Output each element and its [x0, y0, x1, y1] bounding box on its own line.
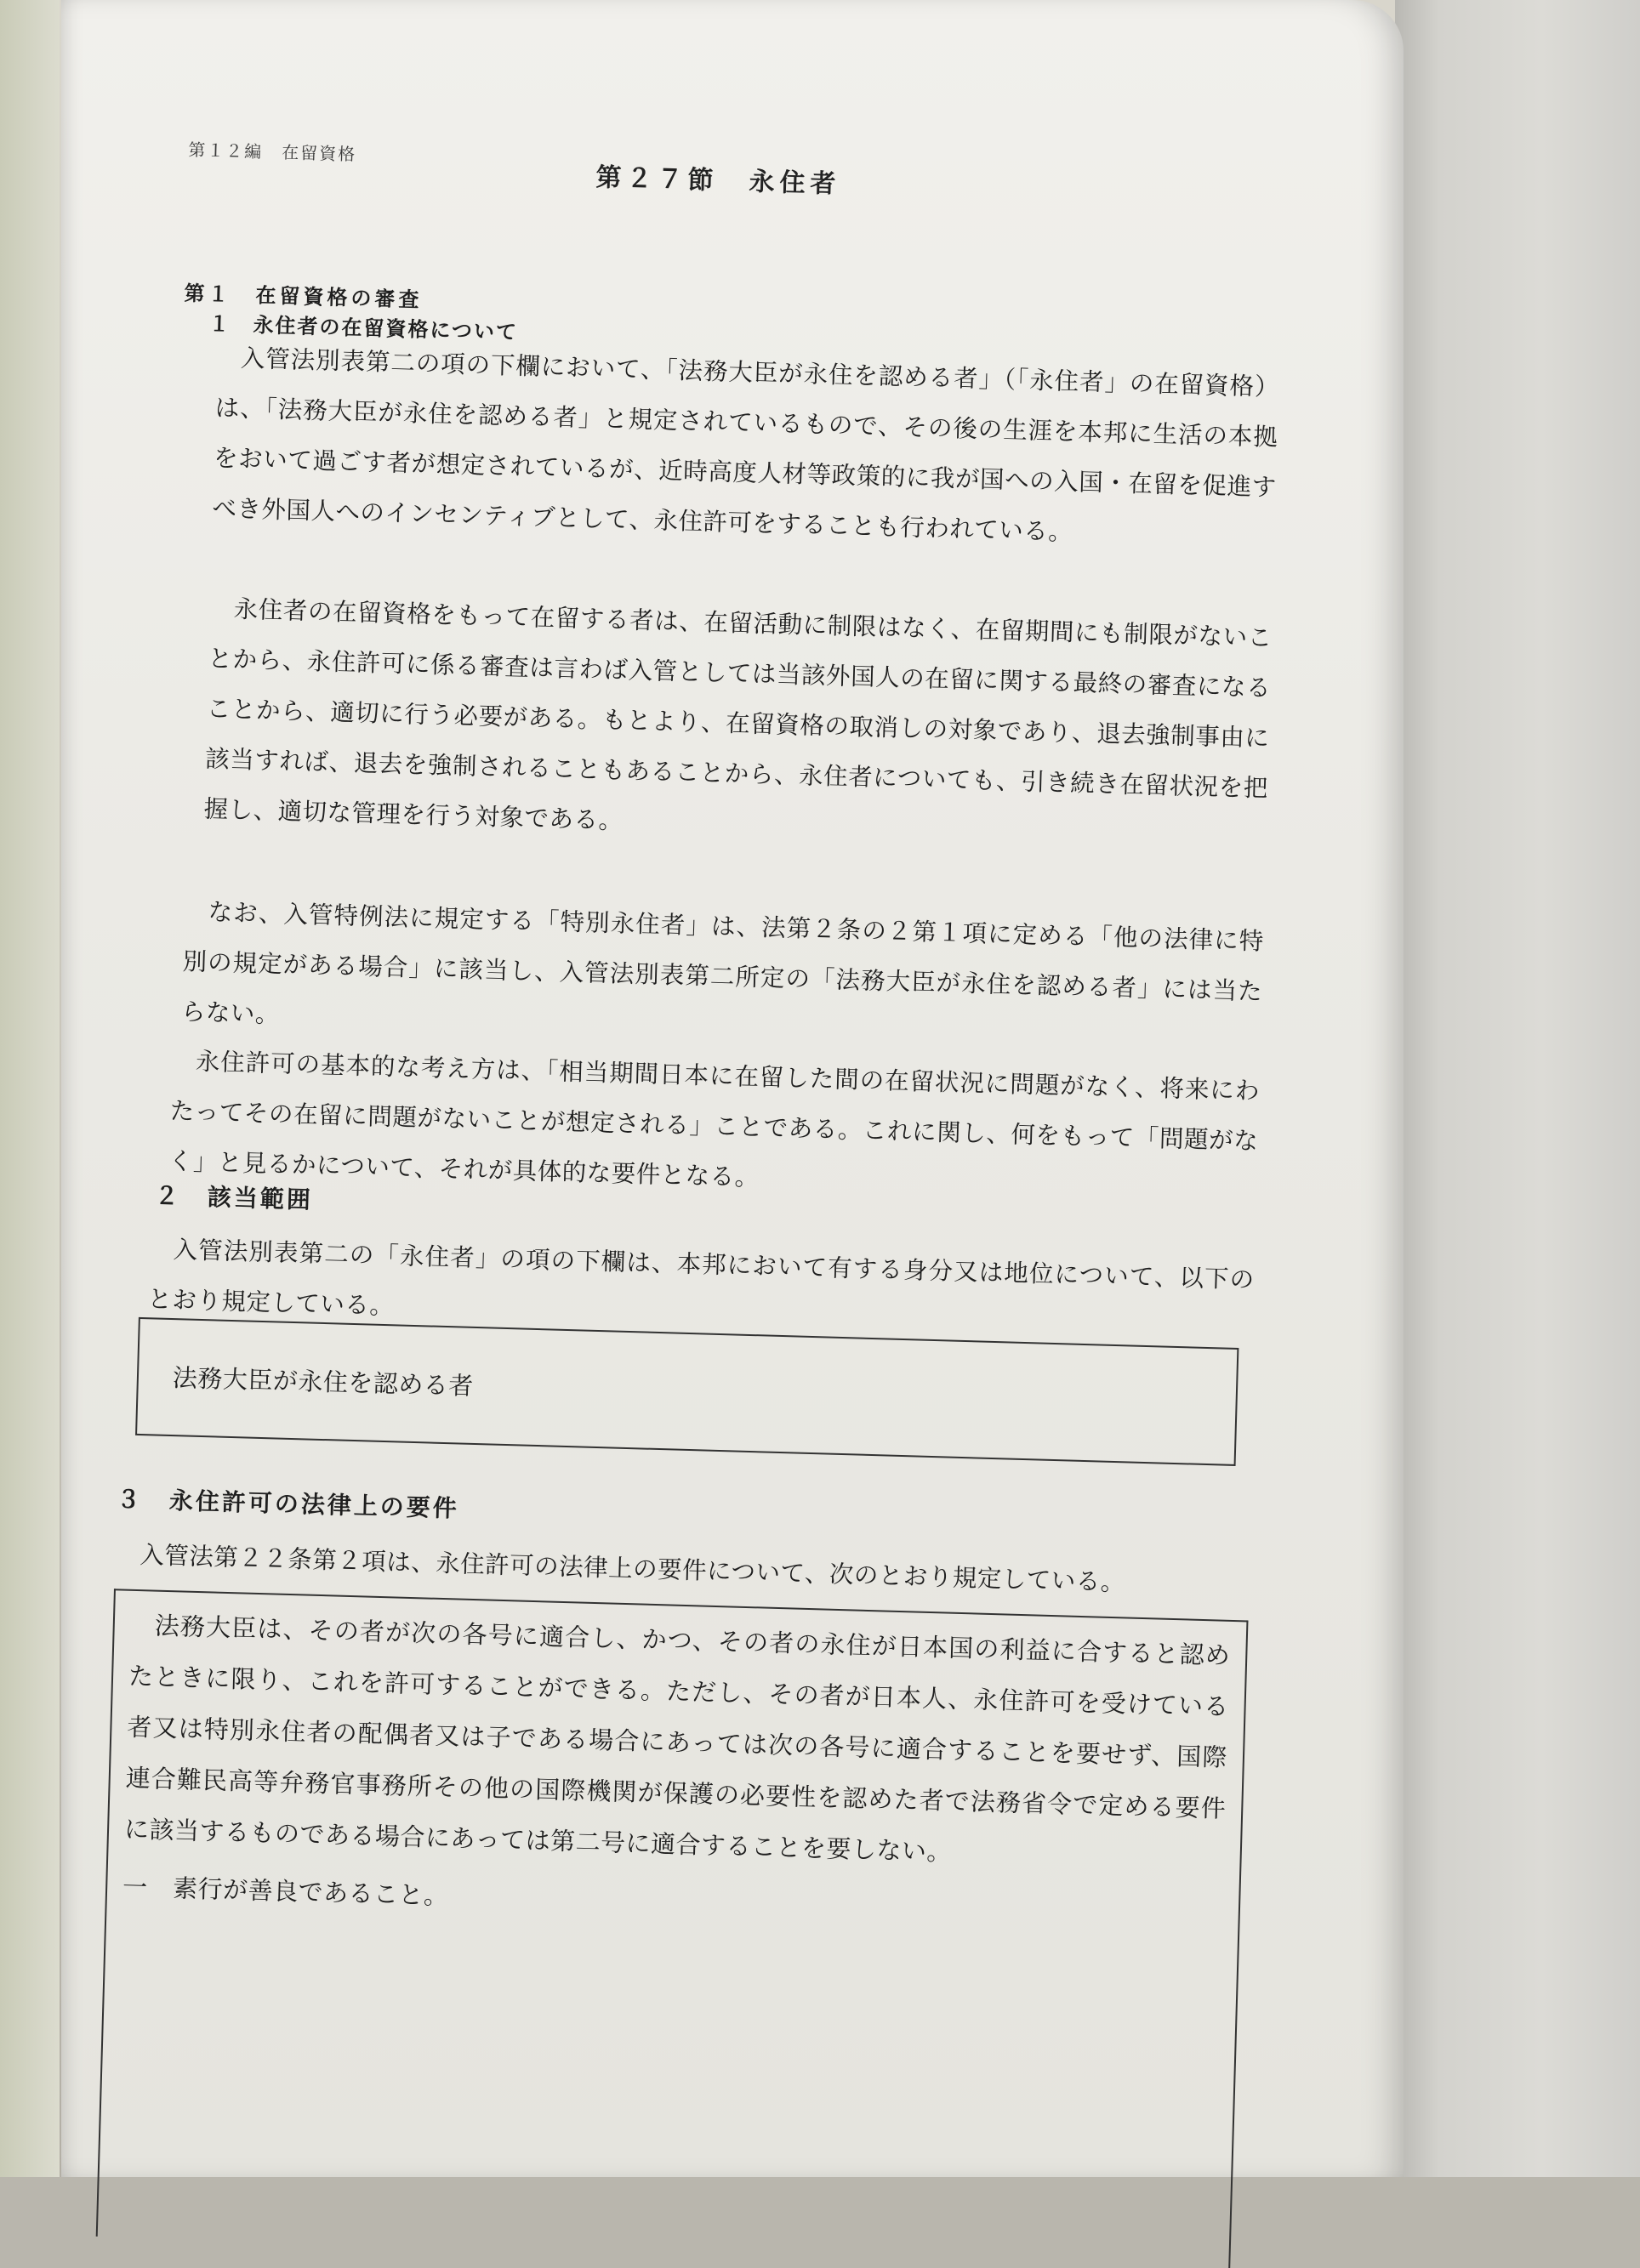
left-page-edge — [0, 0, 60, 2177]
sub-heading-review: 第１ 在留資格の審査 — [184, 281, 423, 312]
paragraph-scope: 入管法別表第二の「永住者」の項の下欄は、本邦において有する身分又は地位について、以下のとおり規定している。 — [147, 1236, 1256, 1321]
facing-page — [1395, 0, 1640, 2177]
paragraph-status-4: 永住許可の基本的な考え方は、「相当期間日本に在留した間の在留状況に問題がなく、将来にわたってその在留に問題がないことが想定される」ことである。これに関し、何をもって「問題がなく」と見るかについて、それが具体的な要件となる。 — [168, 1047, 1261, 1192]
section-title: 第２７節 永住者 — [595, 162, 841, 200]
paragraph-legal-requirements: 入管法第２２条第２項は、永住許可の法律上の要件について、次のとおり規定している。 — [139, 1541, 1126, 1597]
paragraph-status-3: なお、入管特例法に規定する「特別永住者」は、法第２条の２第１項に定める「他の法律に特別の規定がある場合」に該当し、入管法別表第二所定の「法務大臣が永住を認める者」には当たらない。 — [180, 898, 1265, 1029]
book-page — [61, 0, 1404, 2177]
page-content — [116, 128, 1294, 1911]
bleed-through-text — [461, 213, 1150, 246]
heading-legal-requirements: ３ 永住許可の法律上の要件 — [116, 1485, 460, 1523]
law-text: 法務大臣は、その者が次の各号に適合し、かつ、その者の永住が日本国の利益に合すると認めたときに限り、これを許可することができる。ただし、その者が日本人、永住許可を受けている者又は特別永住者の配偶者又は子である場合にあっては次の各号に適合することを要せず、国際連合難民高等弁務官事務所その他の国際機関が保護の必要性を認めた者で法務省令で定める要件に該当するものである場合にあっては第二号に適合することを要しない。 — [123, 1611, 1231, 1867]
scope-box-text: 法務大臣が永住を認める者 — [172, 1363, 475, 1401]
paragraph-status-2: 永住者の在留資格をもって在留する者は、在留活動に制限はなく、在留期間にも制限がないことから、永住許可に係る審査は言わば入管としては当該外国人の在留に関する最終の審査になることから、適切に行う必要がある。もとより、在留資格の取消しの対象であり、退去強制事由に該当すれば、退去を強制されることもあることから、永住者についても、引き続き在留状況を把握し、適切な管理を行う対象である。 — [203, 594, 1273, 835]
sub-heading-status: １ 永住者の在留資格について — [208, 311, 519, 344]
law-text-box — [96, 1589, 1249, 2268]
law-item-1: 一 素行が善良であること。 — [122, 1872, 450, 1911]
heading-scope: ２ 該当範囲 — [154, 1181, 314, 1214]
running-head: 第１２編 在留資格 — [187, 139, 357, 165]
paragraph-status-1: 入管法別表第二の項の下欄において、「法務大臣が永住を認める者」（「永住者」の在留資格）は、「法務大臣が永住を認める者」と規定されているもので、その後の生涯を本邦に生活の本拠をおいて過ごす者が想定されているが、近時高度人材等政策的に我が国への入国・在留を促進すべき外国人へのインセンティブとして、永住許可をすることも行われている。 — [212, 344, 1280, 547]
